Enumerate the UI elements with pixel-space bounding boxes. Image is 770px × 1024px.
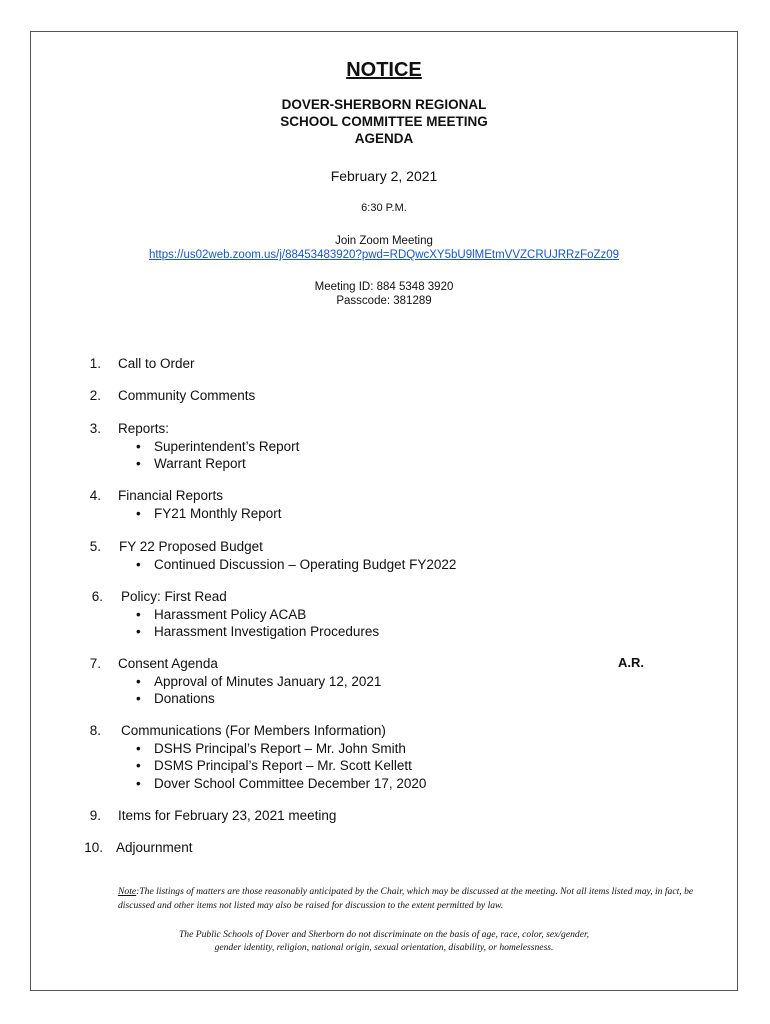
item-title: Call to Order [118,356,195,371]
passcode: Passcode: 381289 [336,295,432,307]
footer-note [118,885,718,913]
agenda-page [30,31,738,991]
bullet-list [128,438,299,473]
bullet-item: • Dover School Committee December 17, 2020 [128,775,426,793]
item-title: Consent Agenda [118,656,218,671]
bullet-item: • Warrant Report [128,455,299,473]
item-number: 2. [89,388,101,403]
item-title: Communications (For Members Information) [121,723,386,738]
bullet-item: • DSMS Principal’s Report – Mr. Scott Kellett [128,757,426,775]
policy-line-1: The Public Schools of Dover and Sherborn do not discriminate on the basis of age, race, color, sex/gender, [178,929,590,940]
meeting-credentials [31,280,737,308]
zoom-info [31,234,737,262]
item-number: 10. [84,840,103,855]
bullet-item: • Approval of Minutes January 12, 2021 [128,673,381,691]
notice-heading: NOTICE [346,59,422,81]
item-number: 8. [89,723,101,738]
item-title: Community Comments [118,388,256,403]
item-title: Policy: First Read [121,589,227,604]
bullet-list [128,740,426,793]
meeting-date: February 2, 2021 [330,168,438,184]
bullet-item: • Superintendent’s Report [128,438,299,456]
nondiscrimination-policy [31,928,737,954]
bullet-list [128,673,381,708]
item-title: Reports: [118,421,170,436]
item-number: 9. [89,808,101,823]
note-text: :The listings of matters are those reasonably anticipated by the Chair, which may be discussed at the meeting. Not all items listed may, in fact, be discussed and other items not listed may also be raised for discussion to the extent permitted by law. [118,886,694,911]
item-title: FY 22 Proposed Budget [119,539,263,554]
zoom-label: Join Zoom Meeting [335,235,433,247]
bullet-list [128,505,282,523]
org-line-2: SCHOOL COMMITTEE MEETING [280,114,488,129]
item-number: 4. [89,488,101,503]
bullet-item: • Donations [128,690,381,708]
item-number: 6. [91,589,103,604]
item-number: 7. [89,656,101,671]
meeting-time: 6:30 P.M. [361,202,407,214]
bullet-item: • Harassment Investigation Procedures [128,623,379,641]
item-title: Adjournment [116,840,193,855]
zoom-link[interactable]: https://us02web.zoom.us/j/88453483920?pwd=RDQwcXY5bU9lMEtmVVZCRUJRRzFoZz09 [148,249,620,261]
item-number: 3. [89,421,101,436]
consent-agenda-tag: A.R. [618,655,644,670]
policy-line-2: gender identity, religion, national origin, sexual orientation, disability, or homelessness. [214,942,554,953]
bullet-item: • Harassment Policy ACAB [128,606,379,624]
note-label: Note [118,886,137,897]
item-number: 5. [89,539,101,554]
item-number: 1. [89,356,101,371]
item-title: Financial Reports [118,488,224,503]
organization-title [31,96,737,147]
meeting-id: Meeting ID: 884 5348 3920 [314,281,454,293]
bullet-item: • DSHS Principal’s Report – Mr. John Smith [128,740,426,758]
bullet-item: • Continued Discussion – Operating Budget FY2022 [128,556,456,574]
bullet-list [128,556,456,574]
org-line-3: AGENDA [354,131,414,146]
item-title: Items for February 23, 2021 meeting [118,808,337,823]
org-line-1: DOVER-SHERBORN REGIONAL [281,97,487,112]
bullet-list [128,606,379,641]
bullet-item: • FY21 Monthly Report [128,505,282,523]
